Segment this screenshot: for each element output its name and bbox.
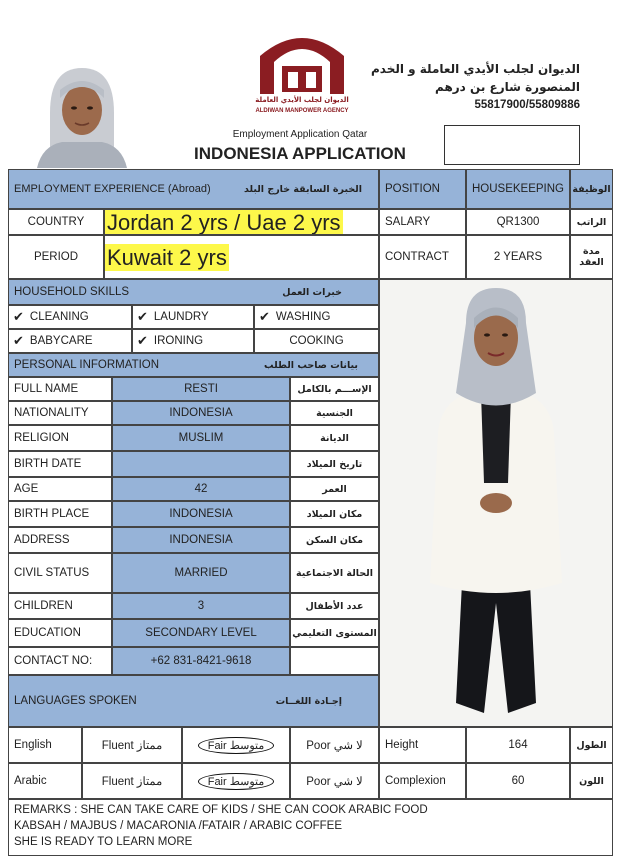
nationality-label-ar: الجنسية: [290, 401, 379, 425]
height-label-ar: الطول: [570, 727, 613, 763]
age-label-ar: العمر: [290, 477, 379, 501]
birthdate-label-ar: تاريخ الميلاد: [290, 451, 379, 477]
skill-cleaning: [8, 305, 132, 329]
remarks-line-1: REMARKS : SHE CAN TAKE CARE OF KIDS / SHE CAN COOK ARABIC FOOD: [14, 804, 428, 816]
english-fair-cell: [182, 727, 290, 763]
languages-label-en: LANGUAGES SPOKEN: [14, 695, 137, 707]
remarks-line-2: KABSAH / MAJBUS / MACARONIA /FATAIR / ARABIC COFFEE: [14, 820, 343, 832]
birthdate-label: BIRTH DATE: [8, 451, 112, 477]
country-value: Jordan 2 yrs / Uae 2 yrs: [107, 209, 341, 235]
english-poor: Poor لا شي: [290, 727, 379, 763]
page-title: INDONESIA APPLICATION: [194, 144, 406, 163]
skill-ironing: [132, 329, 254, 353]
contract-label: CONTRACT: [379, 235, 466, 279]
skill-washing: [254, 305, 379, 329]
skill-label: IRONING: [153, 335, 204, 347]
height-label: Height: [379, 727, 466, 763]
complexion-value: 60: [466, 763, 570, 799]
skill-label: CLEANING: [29, 311, 89, 323]
salary-label-ar: الراتب: [570, 209, 613, 235]
age-label: AGE: [8, 477, 112, 501]
skill-label: BABYCARE: [29, 335, 93, 347]
logo-arabic-text: الديوان لجلب الأيدي العاملة: [255, 96, 349, 104]
arabic-poor: Poor لا شي: [290, 763, 379, 799]
children-label: CHILDREN: [8, 593, 112, 619]
check-icon: ✔: [137, 333, 148, 349]
fullname-label: FULL NAME: [8, 377, 112, 401]
full-body-photo: [379, 279, 613, 727]
languages-label-ar: إجـادة اللغــات: [275, 695, 342, 707]
skill-cooking: [254, 329, 379, 353]
contact-empty-cell: [290, 647, 379, 675]
reference-box: [444, 125, 580, 165]
agency-address-arabic: المنصورة شارع بن درهم: [435, 80, 580, 94]
remarks-line-3: SHE IS READY TO LEARN MORE: [14, 836, 193, 848]
contract-value: 2 YEARS: [466, 235, 570, 279]
birthplace-label-ar: مكان الميلاد: [290, 501, 379, 527]
complexion-label: Complexion: [379, 763, 466, 799]
skill-label: WASHING: [275, 311, 331, 323]
address-label: ADDRESS: [8, 527, 112, 553]
position-value: HOUSEKEEPING: [466, 169, 570, 209]
agency-phone: 55817900/55809886: [474, 99, 580, 111]
skills-header: [8, 279, 379, 305]
contract-label-ar: مدة العقد: [570, 235, 613, 279]
check-icon: ✔: [259, 309, 270, 325]
personal-label-en: PERSONAL INFORMATION: [14, 359, 160, 371]
nationality-value: INDONESIA: [112, 401, 290, 425]
page-subtitle: Employment Application Qatar: [232, 129, 368, 140]
check-icon: ✔: [13, 333, 24, 349]
education-label-ar: المستوى التعليمي: [290, 619, 379, 647]
experience-header: [8, 169, 379, 209]
nationality-label: NATIONALITY: [8, 401, 112, 425]
period-value: Kuwait 2 yrs: [107, 244, 227, 270]
arabic-fluent: Fluent ممتاز: [82, 763, 182, 799]
religion-label-ar: الديانة: [290, 425, 379, 451]
address-label-ar: مكان السكن: [290, 527, 379, 553]
language-arabic: Arabic: [8, 763, 82, 799]
period-value-cell: [104, 235, 379, 279]
height-value: 164: [466, 727, 570, 763]
birthdate-value: [112, 451, 290, 477]
civilstatus-label: CIVIL STATUS: [8, 553, 112, 593]
skill-babycare: [8, 329, 132, 353]
position-label: POSITION: [379, 169, 466, 209]
check-icon: ✔: [13, 309, 24, 325]
age-value: 42: [112, 477, 290, 501]
address-value: INDONESIA: [112, 527, 290, 553]
skill-laundry: [132, 305, 254, 329]
contact-label: CONTACT NO:: [8, 647, 112, 675]
religion-label: RELIGION: [8, 425, 112, 451]
complexion-label-ar: اللون: [570, 763, 613, 799]
headshot-photo: [32, 58, 132, 168]
english-fair-selected: Fair متوسط: [198, 737, 275, 754]
children-value: 3: [112, 593, 290, 619]
arabic-fair-selected: Fair متوسط: [198, 773, 275, 790]
position-label-ar: الوظيفة: [570, 169, 613, 209]
logo-english-text: ALDIWAN MANPOWER AGENCY: [255, 108, 349, 114]
remarks-box: [8, 799, 613, 856]
civilstatus-label-ar: الحالة الاجتماعية: [290, 553, 379, 593]
fullname-label-ar: الإســـم بالكامل: [290, 377, 379, 401]
language-english: English: [8, 727, 82, 763]
agency-logo: [252, 26, 352, 124]
personal-label-ar: بيانات صاحب الطلب: [264, 359, 358, 371]
agency-name-arabic: الديوان لجلب الأيدي العاملة و الخدم: [370, 62, 580, 76]
english-fluent: Fluent ممتاز: [82, 727, 182, 763]
salary-label: SALARY: [379, 209, 466, 235]
skills-label-en: HOUSEHOLD SKILLS: [14, 286, 130, 298]
skills-label-ar: خبرات العمل: [282, 286, 342, 298]
country-value-cell: [104, 209, 379, 235]
education-value: SECONDARY LEVEL: [112, 619, 290, 647]
birthplace-label: BIRTH PLACE: [8, 501, 112, 527]
skill-label: LAUNDRY: [153, 311, 209, 323]
children-label-ar: عدد الأطفال: [290, 593, 379, 619]
salary-value: QR1300: [466, 209, 570, 235]
country-label: COUNTRY: [8, 209, 104, 235]
check-icon: ✔: [137, 309, 148, 325]
religion-value: MUSLIM: [112, 425, 290, 451]
contact-value: +62 831-8421-9618: [112, 647, 290, 675]
languages-header: [8, 675, 379, 727]
period-label: PERIOD: [8, 235, 104, 279]
personal-header: [8, 353, 379, 377]
civilstatus-value: MARRIED: [112, 553, 290, 593]
fullname-value: RESTI: [112, 377, 290, 401]
experience-label-en: EMPLOYMENT EXPERIENCE (Abroad): [14, 183, 211, 195]
arabic-fair-cell: [182, 763, 290, 799]
experience-label-ar: الخبرة السابقة خارج البلد: [243, 183, 362, 195]
birthplace-value: INDONESIA: [112, 501, 290, 527]
skill-label: COOKING: [289, 335, 344, 347]
education-label: EDUCATION: [8, 619, 112, 647]
